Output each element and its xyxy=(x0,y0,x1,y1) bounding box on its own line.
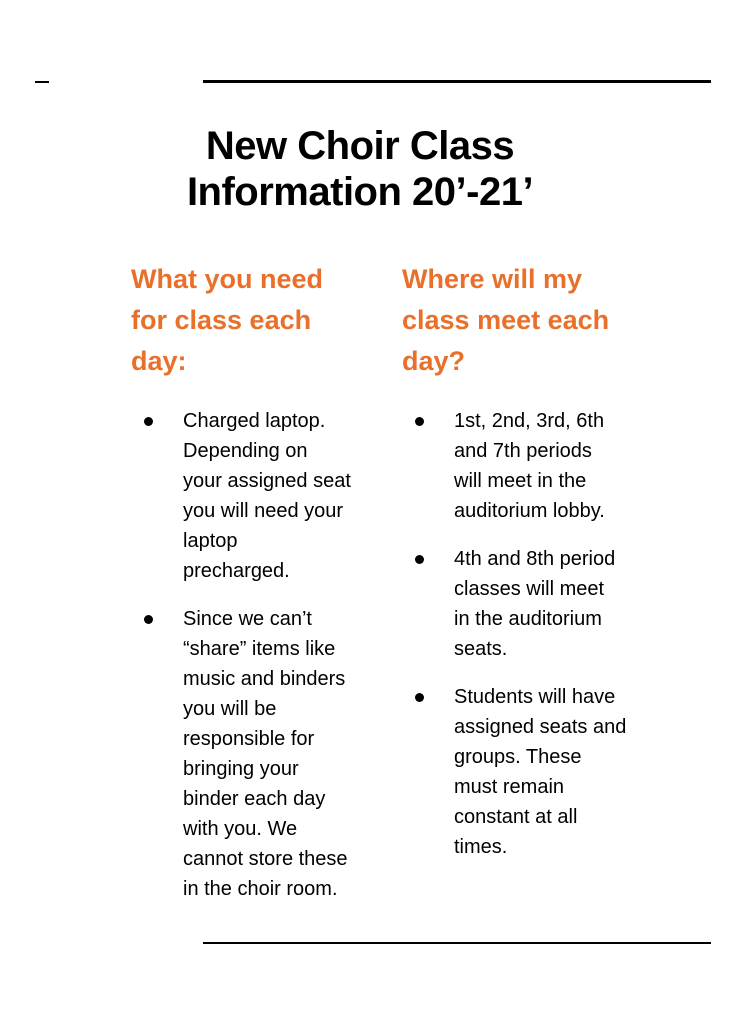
bullet-line: bringing your xyxy=(183,758,299,780)
list-item xyxy=(402,406,642,526)
right-heading xyxy=(402,259,642,382)
heading-line: Where will my xyxy=(402,264,583,294)
bullet-line: responsible for xyxy=(183,728,315,750)
bullet-dot-icon xyxy=(415,417,424,426)
bullet-line: in the auditorium xyxy=(454,608,602,630)
bullet-text xyxy=(183,604,371,904)
heading-line: for class each xyxy=(131,305,312,335)
bullet-line: constant at all xyxy=(454,806,578,828)
bullet-line: you will be xyxy=(183,698,277,720)
list-item xyxy=(402,544,642,664)
bullet-line: Students will have xyxy=(454,686,616,708)
title-line-2: Information 20’-21’ xyxy=(186,170,534,214)
bullet-line: you will need your xyxy=(183,500,344,522)
heading-line: What you need xyxy=(131,264,324,294)
bullet-line: assigned seats and xyxy=(454,716,627,738)
bullet-line: binder each day xyxy=(183,788,326,810)
bullet-line: and 7th periods xyxy=(454,440,592,462)
bullet-line: music and binders xyxy=(183,668,346,690)
bullet-line: Charged laptop. xyxy=(183,410,326,432)
bullet-text xyxy=(454,682,642,862)
bullet-line: Since we can’t xyxy=(183,608,312,630)
heading-line: day? xyxy=(402,346,466,376)
bullet-line: 1st, 2nd, 3rd, 6th xyxy=(454,410,605,432)
corner-dash xyxy=(35,81,49,83)
bullet-line: “share” items like xyxy=(183,638,336,660)
bullet-text xyxy=(454,544,642,664)
heading-line: day: xyxy=(131,346,187,376)
bullet-text xyxy=(183,406,371,586)
bullet-dot-icon xyxy=(415,555,424,564)
left-heading xyxy=(131,259,371,382)
bullet-line: groups. These xyxy=(454,746,582,768)
top-rule xyxy=(203,80,711,83)
bullet-line: laptop xyxy=(183,530,238,552)
bullet-line: with you. We xyxy=(183,818,298,840)
left-column xyxy=(131,259,371,900)
bullet-line: must remain xyxy=(454,776,565,798)
bullet-line: your assigned seat xyxy=(183,470,351,492)
page-title xyxy=(120,123,600,215)
bullet-line: precharged. xyxy=(183,560,290,582)
bullet-line: 4th and 8th period xyxy=(454,548,616,570)
bullet-line: seats. xyxy=(454,638,508,660)
bullet-line: auditorium lobby. xyxy=(454,500,605,522)
list-item xyxy=(402,682,642,862)
bottom-rule xyxy=(203,942,711,944)
heading-line: class meet each xyxy=(402,305,610,335)
bullet-line: Depending on xyxy=(183,440,308,462)
bullet-dot-icon xyxy=(144,417,153,426)
right-column xyxy=(402,259,642,858)
bullet-text xyxy=(454,406,642,526)
bullet-line: times. xyxy=(454,836,508,858)
left-bullet-list xyxy=(131,406,371,922)
title-line-1: New Choir Class xyxy=(205,124,515,168)
list-item xyxy=(131,406,371,586)
bullet-line: cannot store these xyxy=(183,848,348,870)
bullet-line: in the choir room. xyxy=(183,878,338,900)
right-bullet-list xyxy=(402,406,642,880)
list-item xyxy=(131,604,371,904)
bullet-dot-icon xyxy=(415,693,424,702)
bullet-line: classes will meet xyxy=(454,578,605,600)
bullet-dot-icon xyxy=(144,615,153,624)
bullet-line: will meet in the xyxy=(454,470,587,492)
